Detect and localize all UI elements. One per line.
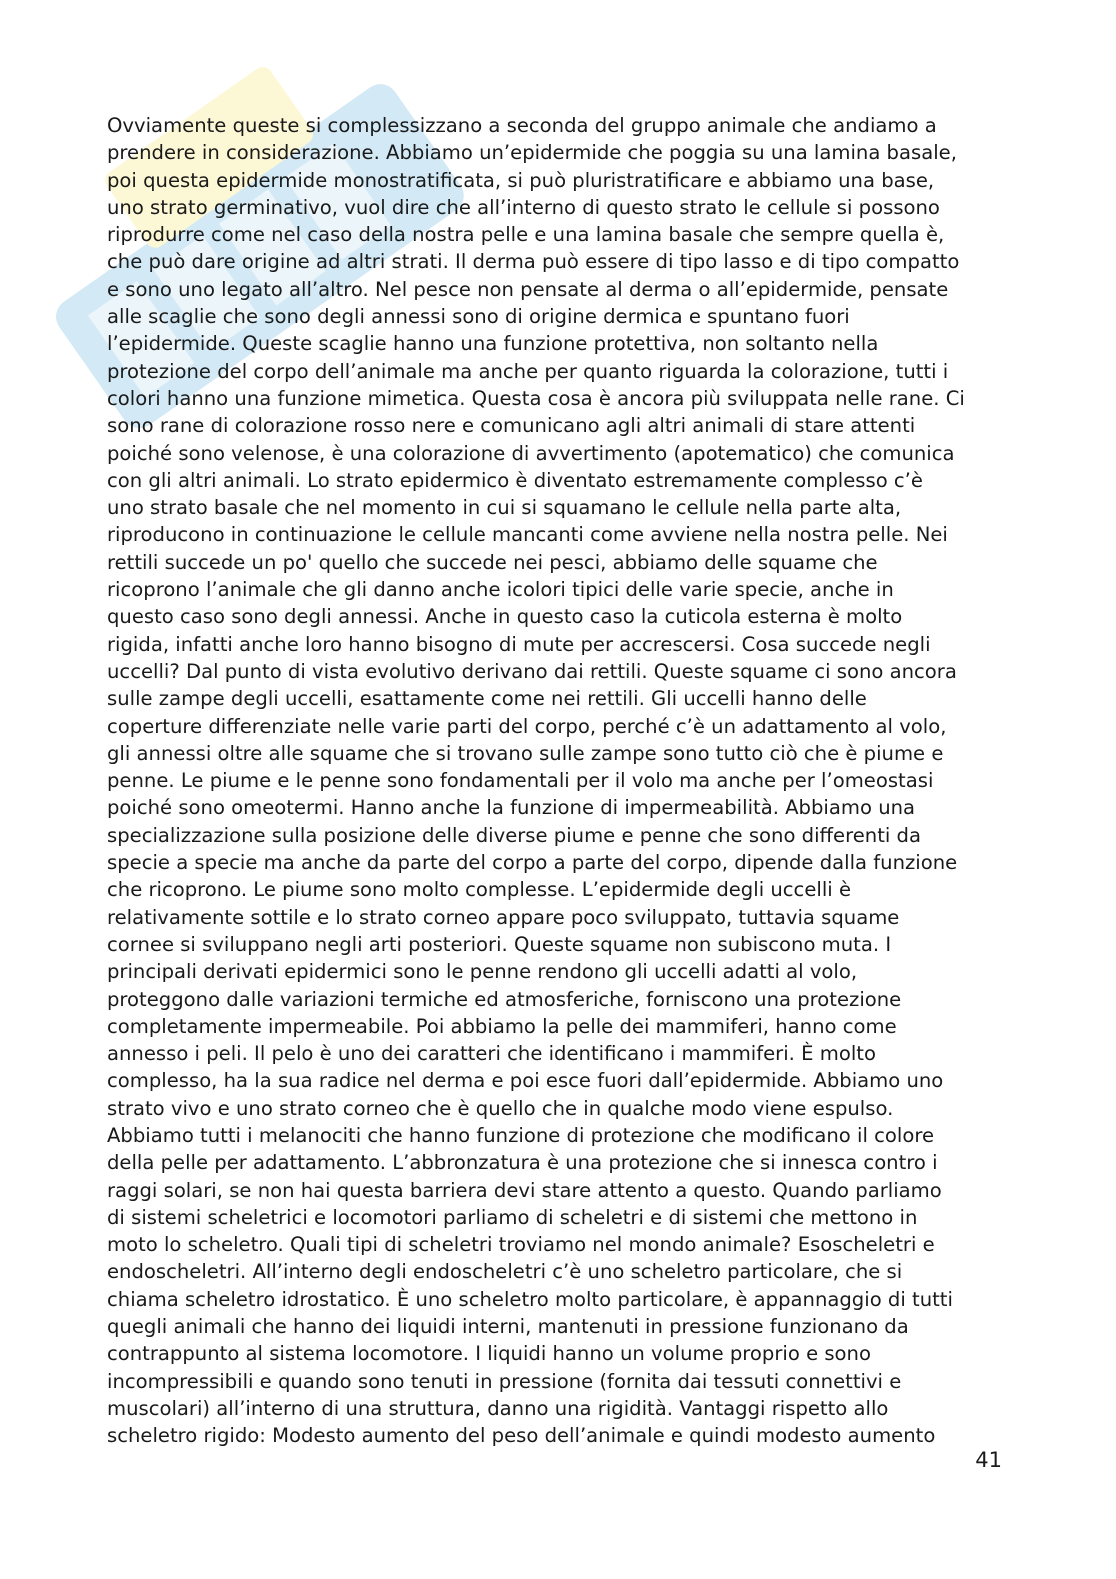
- body-text: Ovviamente queste si complessizzano a seconda del gruppo animale che andiamo a prendere in considerazione. Abbiamo un’epidermide che poggia su una lamina basale, poi questa epidermide monostratificata, si può pluristratificare e abbiamo una base, uno strato germinativo, vuol dire che all’interno di questo strato le cellule si possono riprodurre come nel caso della nostra pelle e una lamina basale che sempre quella è, che può dare origine ad altri strati. Il derma può essere di tipo lasso e di tipo compatto e sono uno legato all’altro. Nel pesce non pensate al derma o all’epidermide, pensate alle scaglie che sono degli annessi sono di origine dermica e spuntano fuori l’epidermide. Queste scaglie hanno una funzione protettiva, non soltanto nella protezione del corpo dell’animale ma anche per quanto riguarda la colorazione, tutti i colori hanno una funzione mimetica. Questa cosa è ancora più sviluppata nelle rane. Ci sono rane di colorazione rosso nere e comunicano agli altri animali di stare attenti poiché sono velenose, è una colorazione di avvertimento (apotematico) che comunica con gli altri animali. Lo strato epidermico è diventato estremamente complesso c’è uno strato basale che nel momento in cui si squamano le cellule nella parte alta, riproducono in continuazione le cellule mancanti come avviene nella nostra pelle. Nei rettili succede un po' quello che succede nei pesci, abbiamo delle squame che ricoprono l’animale che gli danno anche icolori tipici delle varie specie, anche in questo caso sono degli annessi. Anche in questo caso la cuticola esterna è molto rigida, infatti anche loro hanno bisogno di mute per accrescersi. Cosa succede negli uccelli? Dal punto di vista evolutivo derivano dai rettili. Queste squame ci sono ancora sulle zampe degli uccelli, esattamente come nei rettili. Gli uccelli hanno delle coperture differenziate nelle varie parti del corpo, perché c’è un adattamento al volo, gli annessi oltre alle squame che si trovano sulle zampe sono tutto ciò che è piume e penne. Le piume e le penne sono fondamentali per il volo ma anche per l’omeostasi poiché sono omeotermi. Hanno anche la funzione di impermeabilità. Abbiamo una specializzazione sulla posizione delle diverse piume e penne che sono differenti da specie a specie ma anche da parte del corpo a parte del corpo, dipende dalla funzione che ricoprono. Le piume sono molto complesse. L’epidermide degli uccelli è relativamente sottile e lo strato corneo appare poco sviluppato, tuttavia squame cornee si sviluppano negli arti posteriori. Queste squame non subiscono muta. I principali derivati epidermici sono le penne rendono gli uccelli adatti al volo, proteggono dalle variazioni termiche ed atmosferiche, forniscono una protezione completamente impermeabile. Poi abbiamo la pelle dei mammiferi, hanno come annesso i peli. Il pelo è uno dei caratteri che identificano i mammiferi. È molto complesso, ha la sua radice nel derma e poi esce fuori dall’epidermide. Abbiamo uno strato vivo e uno strato corneo che è quello che in qualche modo viene espulso. Abbiamo tutti i melanociti che hanno funzione di protezione che modificano il colore della pelle per adattamento. L’abbronzatura è una protezione che si innesca contro i raggi solari, se non hai questa barriera devi stare attento a questo. Quando parliamo di sistemi scheletrici e locomotori parliamo di scheletri e di sistemi che mettono in moto lo scheletro. Quali tipi di scheletri troviamo nel mondo animale? Esoscheletri e endoscheletri. All’interno degli endoscheletri c’è uno scheletro particolare, che si chiama scheletro idrostatico. È uno scheletro molto particolare, è appannaggio di tutti quegli animali che hanno dei liquidi interni, mantenuti in pressione funzionano da contrappunto al sistema locomotore. I liquidi hanno un volume proprio e sono incompressibili e quando sono tenuti in pressione (fornita dai tessuti connettivi e muscolari) all’interno di una struttura, danno una rigidità. Vantaggi rispetto allo scheletro rigido: Modesto aumento del peso dell’animale e quindi modesto aumento: [107, 114, 965, 1448]
- page-number: 41: [975, 1448, 1002, 1472]
